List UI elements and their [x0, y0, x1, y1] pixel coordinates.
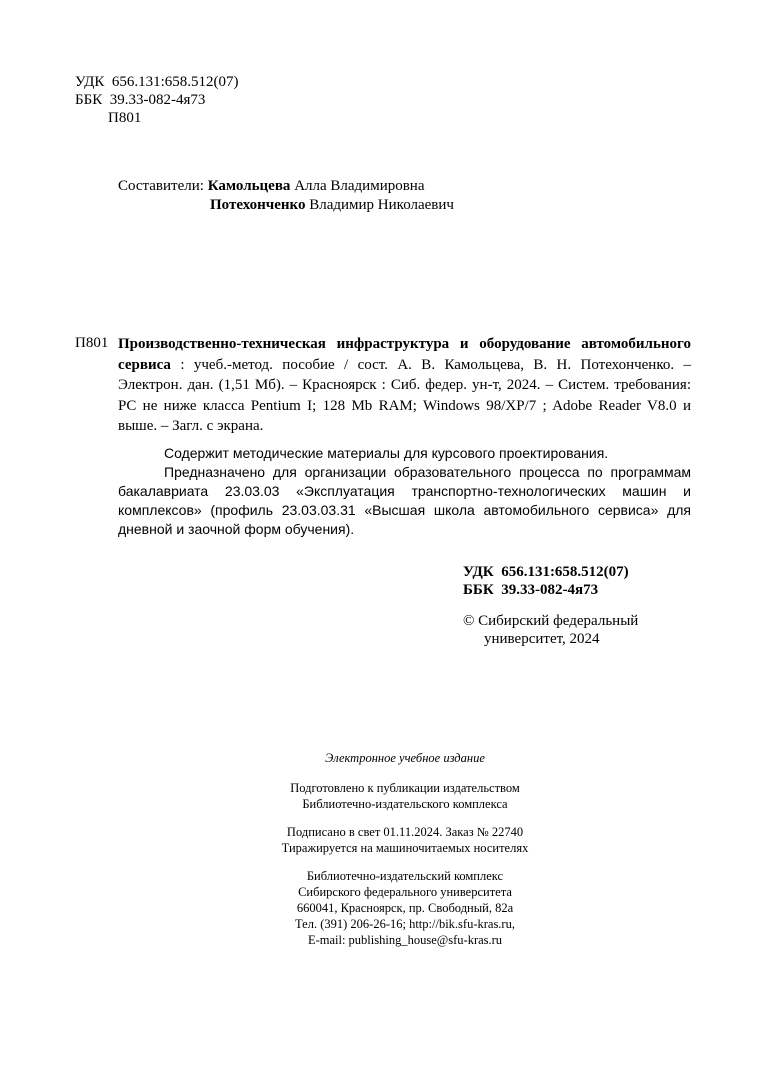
bibliographic-record — [118, 334, 691, 437]
compiler-1-surname: Камольцева — [207, 178, 291, 194]
publication-signed — [0, 824, 764, 856]
annotation-paragraph-2: Предназначено для организации образовательного процесса по программам бакалавриата 23.03.03 «Эксплуатация транспортно-технологических машин и комплексов» (профиль 23.03.03.31 «Высшая школа автомобильного сервиса» для дневной и заочной форм обучения). — [118, 464, 691, 537]
compilers-label: Составители: — [118, 178, 204, 194]
bibliographic-code: П801 — [75, 335, 109, 351]
bik-address: 660041, Красноярск, пр. Свободный, 82а — [296, 901, 514, 915]
prepared-line-1: Подготовлено к публикации издательством — [290, 781, 520, 795]
book-title: Производственно-техническая инфраструктура и оборудование автомобильного сервиса — [118, 336, 691, 373]
annotation — [118, 444, 691, 539]
top-bbk: ББК 39.33-082-4я73 — [75, 92, 206, 108]
bik-line-2: Сибирского федерального университета — [298, 885, 512, 899]
bibliographic-details: : учеб.-метод. пособие / сост. А. В. Камольцева, В. Н. Потехонченко. – Электрон. дан. (1,51 Мб). – Красноярск : Сиб. федер. ун-т, 2024. – Систем. требования: PC не ниже класса Pentium I; 128 Mb RAM; Windows 98/XP/7 ; Adobe Reader V8.0 и выше. – Загл. с экрана. — [118, 356, 691, 434]
top-classification-codes — [75, 73, 239, 127]
top-author-sign: П801 — [108, 110, 142, 126]
signed-line: Подписано в свет 01.11.2024. Заказ № 22740 — [286, 825, 524, 839]
compiler-1-name: Алла Владимировна — [290, 178, 425, 194]
right-classification-codes — [463, 563, 629, 599]
bik-phone-url: Тел. (391) 206-26-16; http://bik.sfu-kras.ru, — [295, 917, 515, 931]
annotation-paragraph-1: Содержит методические материалы для курсового проектирования. — [164, 445, 609, 461]
prepared-line-2: Библиотечно-издательского комплекса — [302, 797, 508, 811]
copyright-notice — [463, 612, 638, 648]
copyright-line-1: © Сибирский федеральный — [463, 613, 639, 629]
publisher-contacts — [0, 868, 764, 948]
edition-type-text: Электронное учебное издание — [325, 751, 485, 765]
copies-line: Тиражируется на машиночитаемых носителях — [281, 841, 529, 855]
bik-email: E-mail: publishing_house@sfu-kras.ru — [307, 933, 503, 947]
compilers-line-1 — [118, 177, 425, 195]
bik-line-1: Библиотечно-издательский комплекс — [306, 869, 504, 883]
top-udk: УДК 656.131:658.512(07) — [75, 74, 239, 90]
edition-type — [0, 750, 764, 766]
publication-prepared — [0, 780, 764, 812]
compiler-2-surname: Потехонченко — [210, 197, 306, 213]
right-udk: УДК 656.131:658.512(07) — [463, 564, 629, 580]
compiler-2-name: Владимир Николаевич — [305, 197, 454, 213]
compilers-line-2 — [210, 196, 454, 214]
right-bbk: ББК 39.33-082-4я73 — [463, 582, 599, 598]
copyright-line-2: университет, 2024 — [484, 631, 600, 647]
